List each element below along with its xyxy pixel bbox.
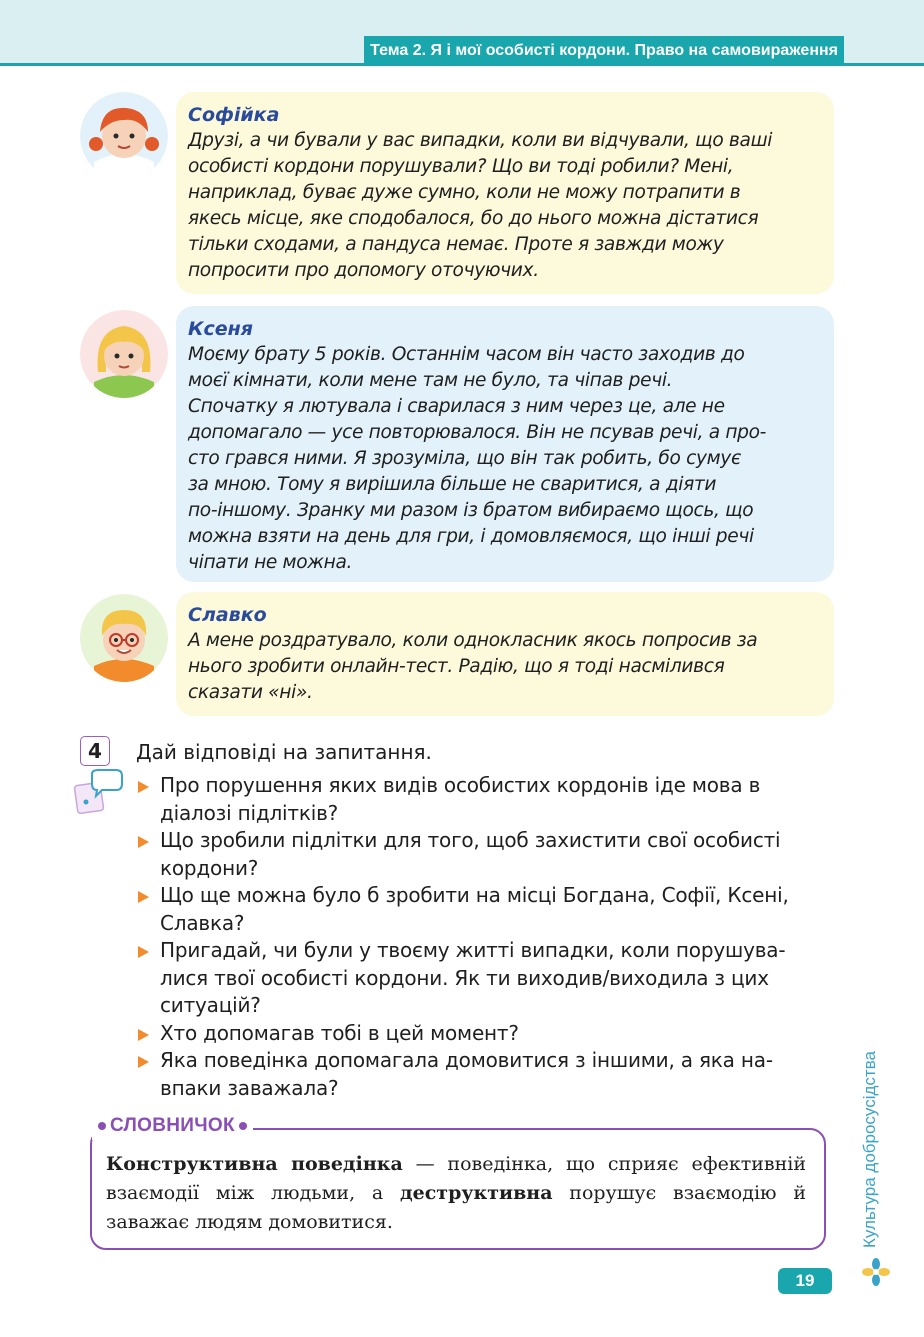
glossary-title: СЛОВНИЧОК (110, 1115, 235, 1136)
speaker-name: Славко (188, 604, 267, 626)
speech-line: Друзі, а чи бували у вас випадки, коли ви відчували, що ваші (188, 130, 773, 151)
ksenia-speech-bubble (176, 306, 834, 582)
bullet-arrow-icon (138, 1029, 149, 1041)
section-side-label: Культура добросусідства (860, 1050, 879, 1248)
dot-icon (98, 1122, 106, 1130)
speech-line: чіпати не можна. (188, 552, 353, 573)
dot-icon (239, 1122, 247, 1130)
topic-title: Тема 2. Я і мої особисті кордони. Право на самовираження (364, 36, 844, 66)
question-item: Пригадай, чи були у твоєму житті випадки, коли порушува- лися твої особисті кордони. Як ти виходив/виходила з цих ситуацій? (136, 937, 834, 1020)
task-number: 4 (80, 736, 110, 766)
question-item: Що ще можна було б зробити на місці Богдана, Софії, Ксені, Славка? (136, 882, 834, 937)
speech-line: по-іншому. Зранку ми разом із братом вибираємо щось, що (188, 500, 754, 521)
speech-line: нього зробити онлайн-тест. Радію, що я тоді насмілився (188, 656, 725, 677)
speech-line: сто грався ними. Я зрозуміла, що він так робить, бо сумує (188, 448, 741, 469)
question-item: Яка поведінка допомагала домовитися з іншими, а яка на- впаки заважала? (136, 1047, 834, 1102)
bullet-arrow-icon (138, 891, 149, 903)
speech-line: Спочатку я лютувала і сварилася з ним через це, але не (188, 396, 725, 417)
speech-line: за мною. Тому я вирішила більше не сваритися, а діяти (188, 474, 717, 495)
speech-line: сказати «ні». (188, 682, 313, 703)
task-heading: Дай відповіді на запитання. (136, 740, 432, 764)
speech-line: А мене роздратувало, коли однокласник якось попросив за (188, 630, 758, 651)
bullet-arrow-icon (138, 946, 149, 958)
speech-line: наприклад, буває дуже сумно, коли не можу потрапити в (188, 182, 741, 203)
speech-line: моєї кімнати, коли мене там не було, та чіпав речі. (188, 370, 673, 391)
discussion-icon (72, 768, 126, 818)
speech-line: особисті кордони порушували? Що ви тоді робили? Мені, (188, 156, 734, 177)
speech-line: Моєму брату 5 років. Останнім часом він часто заходив до (188, 344, 745, 365)
speech-line: якесь місце, яке сподобалося, бо до нього можна дістатися (188, 208, 759, 229)
sofiika-speech-bubble (176, 92, 834, 294)
question-item: Що зробили підлітки для того, щоб захистити свої особисті кордони? (136, 827, 834, 882)
bullet-arrow-icon (138, 836, 149, 848)
speech-line: допомагало — усе повторювалося. Він не псував речі, а про- (188, 422, 766, 443)
glossary-term: деструктивна (399, 1182, 553, 1204)
speech-line: попросити про допомогу оточуючих. (188, 260, 539, 281)
question-item: Хто допомагав тобі в цей момент? (136, 1020, 834, 1048)
page-number: 19 (778, 1268, 832, 1294)
slavko-speech-bubble (176, 592, 834, 716)
glossary-definition: Конструктивна поведінка — поведінка, що сприяє ефективній взаємодії між людьми, а деструктивна порушує взаємодію й заважає людям домовитися. (106, 1153, 807, 1233)
bullet-arrow-icon (138, 1056, 149, 1068)
glossary-header (92, 1112, 253, 1140)
ksenia-avatar (80, 310, 168, 398)
bullet-arrow-icon (138, 781, 149, 793)
speech-line: тільки сходами, а пандуса немає. Проте я завжди можу (188, 234, 724, 255)
sofiika-avatar (80, 92, 168, 180)
speaker-name: Софійка (188, 104, 280, 126)
flower-logo-icon (862, 1258, 890, 1286)
glossary-term: Конструктивна поведінка (106, 1153, 403, 1175)
speech-line: можна взяти на день для гри, і домовляємося, що інші речі (188, 526, 754, 547)
question-item: Про порушення яких видів особистих кордонів іде мова в діалозі підлітків? (136, 772, 834, 827)
question-list (136, 772, 834, 1102)
slavko-avatar (80, 594, 168, 682)
speaker-name: Ксеня (188, 318, 254, 340)
